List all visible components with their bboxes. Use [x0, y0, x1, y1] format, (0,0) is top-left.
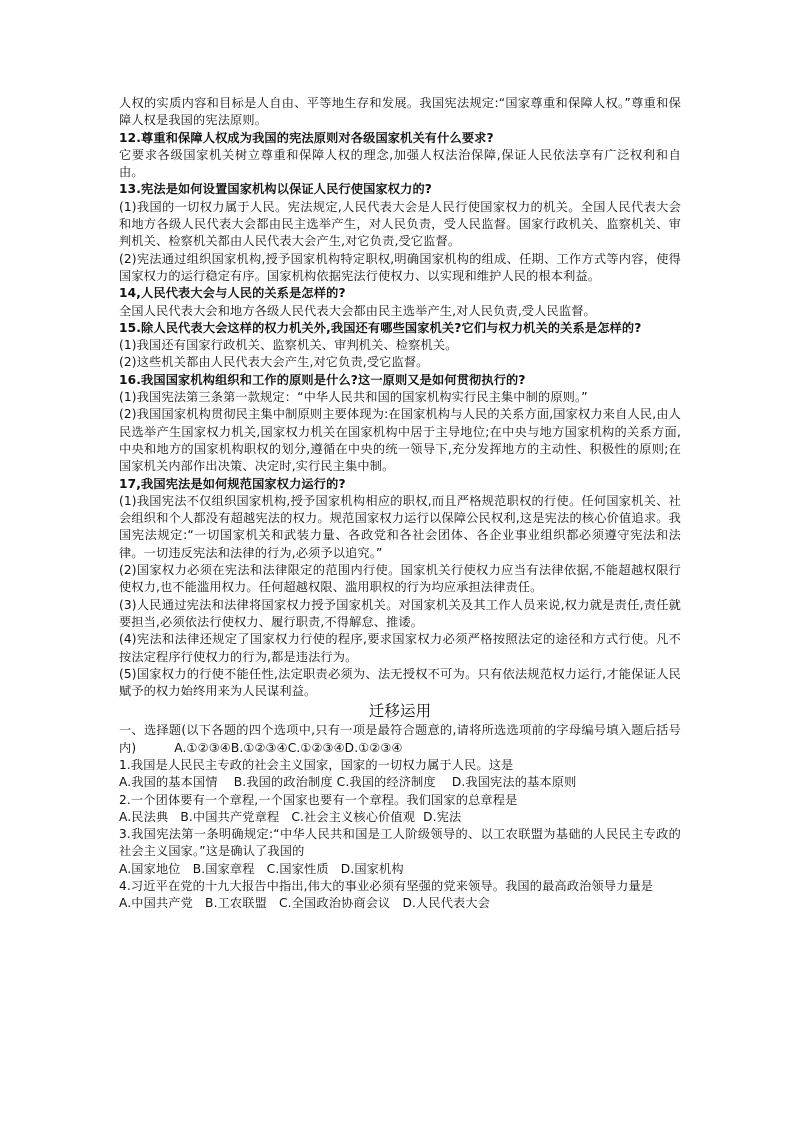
question-12-title: 12.尊重和保障人权成为我国的宪法原则对各级国家机关有什么要求?	[119, 130, 494, 145]
document-page	[119, 95, 681, 913]
question-17-point-2: (2)国家权力必须在宪法和法律限定的范围内行使。国家机关行使权力应当有法律依据,不能超越权限行使权力,也不能滥用权力。任何超越权限、滥用职权的行为均应承担法律责任。	[119, 563, 681, 595]
question-17-point-3: (3)人民通过宪法和法律将国家权力授予国家机关。对国家机关及其工作人员来说,权力就是责任,责任就要担当,必须依法行使权力、履行职责,不得解怠、推诿。	[119, 597, 681, 629]
question-17-point-1: (1)我国宪法不仅组织国家机构,授予国家机构相应的职权,而且严格规范职权的行使。任何国家机关、社会组织和个人都没有超越宪法的权力。规范国家权力运行以保障公民权利,这是宪法的核心价值追求。我国宪法规定:“一切国家机关和武装力量、各政党和各社会团体、各企业事业组织都必须遵守宪法和法律。一切违反宪法和法律的行为,必须予以追究。”	[119, 493, 681, 560]
question-16-point-1: (1)我国宪法第三条第一款规定：“中华人民共和国的国家机构实行民主集中制的原则。”	[119, 390, 588, 405]
mc-question-1-stem: 1.我国是人民民主专政的社会主义国家，国家的一切权力属于人民。这是	[119, 757, 514, 772]
question-17-point-5: (5)国家权力的行使不能任性,法定职责必须为、法无授权不可为。只有依法规范权力运行,才能保证人民赋予的权力始终用来为人民谋利益。	[119, 666, 681, 699]
mc-question-4-options: A.中国共产党 B.工农联盟 C.全国政治协商会议 D.人民代表大会	[119, 896, 491, 911]
question-13-point-2: (2)宪法通过组织国家机构,授予国家机构特定职权,明确国家机构的组成、任期、工作方式等内容，使得国家权力的运行稳定有序。国家机构依据宪法行使权力、以实现和维护人民的根本利益。	[119, 251, 681, 283]
question-13-title: 13.宪法是如何设置国家机构以保证人民行使国家权力的?	[119, 182, 433, 197]
question-12-answer: 它要求各级国家机关树立尊重和保障人权的理念,加强人权法治保障,保证人民依法享有广泛权利和自由。	[119, 147, 681, 180]
question-14-answer: 全国人民代表大会和地方各级人民代表大会都由民主选举产生,对人民负责,受人民监督。	[119, 303, 596, 318]
question-15-point-2: (2)这些机关都由人民代表大会产生,对它负责,受它监督。	[119, 355, 429, 370]
question-17-title: 17,我国宪法是如何规范国家权力运行的?	[119, 476, 346, 491]
mc-question-1-options: A.我国的基本国情 B.我国的政治制度 C.我国的经济制度 D.我国宪法的基本原则	[119, 775, 577, 790]
question-16-title: 16.我国国家机构组织和工作的原则是什么?这一原则又是如何贯彻执行的?	[119, 372, 526, 387]
question-13-point-1: (1)我国的一切权力属于人民。宪法规定,人民代表大会是人民行使国家权力的机关。全国人民代表大会和地方各级人民代表大会都由民主选举产生，对人民负责，受人民监督。国家行政机关、监察机关、审判机关、检察机关都由人民代表大会产生,对它负责,受它监督。	[119, 199, 681, 249]
part-1-instruction-tail: A.①②③④B.①②③④C.①②③④D.①②③④	[174, 740, 403, 755]
question-16-point-2: (2)我国国家机构贯彻民主集中制原则主要体现为:在国家机构与人民的关系方面,国家权力来自人民,由人民选举产生国家权力机关,国家权力机关在国家机构中居于主导地位;在中央与地方国家机构的关系方面,中央和地方的国家机构职权的划分,遵循在中央的统一领导下,充分发挥地方的主动性、积极性的原则;在国家机关内部作出决策、决定时,实行民主集中制。	[119, 407, 681, 474]
part-1-instruction-text: 一、选择题(以下各题的四个选项中,只有一项是最符合题意的,请将所选选项前的字母编号填入题后括号内)	[119, 723, 681, 755]
section-title: 迁移运用	[368, 702, 432, 721]
question-14-title: 14,人民代表大会与人民的关系是怎样的?	[119, 286, 346, 301]
question-17-point-4: (4)宪法和法律还规定了国家权力行使的程序,要求国家权力必须严格按照法定的途径和方式行使。凡不按法定程序行使权力的行为,都是违法行为。	[119, 632, 681, 664]
mc-question-2-options: A.民法典 B.中国共产党章程 C.社会主义核心价值观 D.宪法	[119, 809, 462, 824]
mc-question-3-stem: 3.我国宪法第一条明确规定:“中华人民共和国是工人阶级领导的、以工农联盟为基础的人民民主专政的社会主义国家。”这是确认了我国的	[119, 827, 681, 859]
part-1-instruction	[119, 722, 681, 757]
mc-question-4-stem: 4.习近平在党的十九大报告中指出,伟大的事业必须有坚强的党来领导。我国的最高政治领导力量是	[119, 879, 654, 894]
mc-question-3-options: A.国家地位 B.国家章程 C.国家性质 D.国家机构	[119, 861, 404, 876]
mc-question-2-stem: 2.一个团体要有一个章程,一个国家也要有一个章程。我们国家的总章程是	[119, 792, 518, 807]
question-15-title: 15.除人民代表大会这样的权力机关外,我国还有哪些国家机关?它们与权力机关的关系是怎样的?	[119, 320, 642, 335]
intro-paragraph: 人权的实质内容和目标是人自由、平等地生存和发展。我国宪法规定:“国家尊重和保障人权。”尊重和保障人权是我国的宪法原则。	[119, 96, 681, 128]
question-15-point-1: (1)我国还有国家行政机关、监察机关、审判机关、检察机关。	[119, 338, 458, 353]
